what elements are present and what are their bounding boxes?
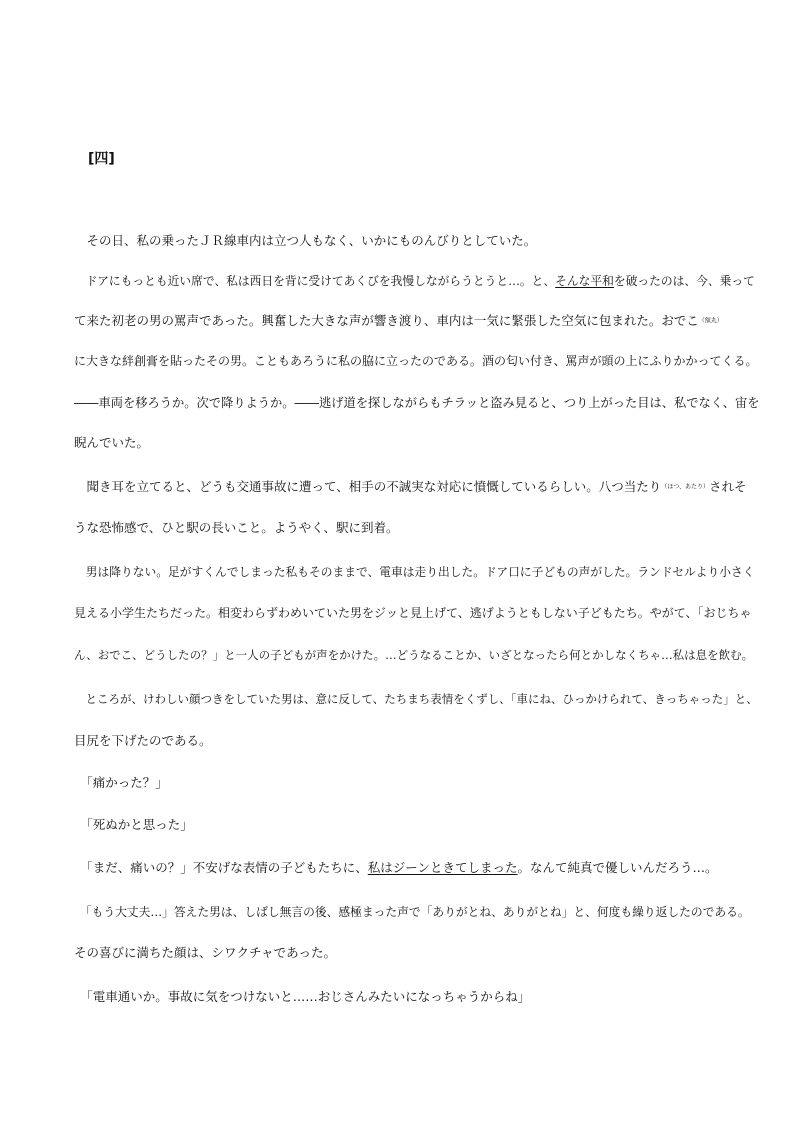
line-text: されそ	[709, 479, 747, 494]
line-text: に大きな絆創膏を貼ったその男。こともあろうに私の脇に立ったのである。酒の匂い付き、罵声が頭の上にふりかかってくる。	[74, 354, 758, 368]
body-line	[74, 232, 536, 250]
underlined-phrase: そんな平和	[555, 274, 614, 288]
underlined-phrase: 私はジーンときてしまった	[367, 860, 518, 875]
body-line	[74, 312, 723, 331]
line-text: 「痛かった？」	[74, 775, 168, 790]
line-text: て来た初老の男の罵声であった。興奮した大きな声が響き渡り、車内は一気に緊張した空気に包まれた。おでこ	[74, 313, 699, 328]
line-text: 見える小学生たちだった。相変わらずわめいていた男をジッと見上げて、逃げようともしない子どもたち。やがて、「おじちゃ	[74, 606, 752, 620]
body-line	[74, 859, 718, 877]
body-line	[74, 563, 755, 581]
body-line	[74, 478, 747, 497]
line-text: 男は降りない。足がすくんでしまった私もそのままで、電車は走り出した。ドア口に子どもの声がした。ランドセルより小さく	[74, 565, 755, 579]
line-text: 聞き耳を立てると、どうも交通事故に遭って、相手の不誠実な対応に憤慨しているらしい。八つ当たり	[74, 479, 662, 494]
line-text: ん、おでこ、どうしたの？」と一人の子どもが声をかけた。…どうなることか、いざとなったら何とかしなくちゃ…私は息を飲む。	[74, 648, 754, 662]
body-line	[74, 519, 399, 537]
body-line	[74, 604, 752, 622]
body-line	[74, 988, 530, 1006]
line-text: その喜びに満ちた顔は、シワクチャであった。	[74, 945, 337, 960]
body-line	[74, 272, 755, 290]
line-text: ドアにもっとも近い席で、私は西日を背に受けてあくびを我慢しながらうとうと…。と、	[74, 274, 556, 288]
line-text: うな恐怖感で、ひと駅の長いこと。ようやく、駅に到着。	[74, 520, 399, 535]
line-text: 「もう大丈夫…」答えた男は、しばし無言の後、感極まった声で「ありがとね、ありがとね」と、何度も繰り返したのである。	[74, 905, 750, 919]
body-line	[74, 394, 760, 412]
body-line	[74, 774, 168, 792]
reading-annotation: （ほつ、あたり）	[661, 483, 710, 491]
line-text: 睨んでいた。	[74, 435, 150, 450]
line-text: ――車両を移ろうか。次で降りようか。――逃げ道を探しながらもチラッと盗み見ると、つり上がった目は、私でなく、宙を	[74, 396, 760, 410]
body-line	[74, 646, 753, 664]
line-text: 。なんて純真で優しいんだろう…。	[517, 860, 718, 875]
body-line	[74, 944, 336, 962]
line-text: を破ったのは、今、乗って	[613, 274, 755, 288]
body-line	[74, 903, 750, 921]
body-line	[74, 690, 758, 708]
body-line	[74, 732, 212, 750]
line-text: 「電車通いか。事故に気をつけないと……おじさんみたいになっちゃうからね」	[74, 989, 531, 1004]
line-text: 「まだ、痛いの？」不安げな表情の子どもたちに、	[74, 860, 368, 875]
reading-annotation: （額丸）	[698, 317, 723, 325]
line-text: 目尻を下げたのである。	[74, 733, 212, 748]
body-line	[74, 352, 758, 370]
line-text: その日、私の乗ったＪＲ線車内は立つ人もなく、いかにものんびりとしていた。	[74, 233, 537, 248]
section-heading: [四]	[88, 151, 115, 167]
body-line	[74, 816, 193, 834]
line-text: 「死ぬかと思った」	[74, 817, 193, 832]
line-text: ところが、けわしい顔つきをしていた男は、意に反して、たちまち表情をくずし、「車にね、ひっかけられて、きっちゃった」と、	[74, 692, 758, 706]
body-line	[74, 434, 149, 452]
